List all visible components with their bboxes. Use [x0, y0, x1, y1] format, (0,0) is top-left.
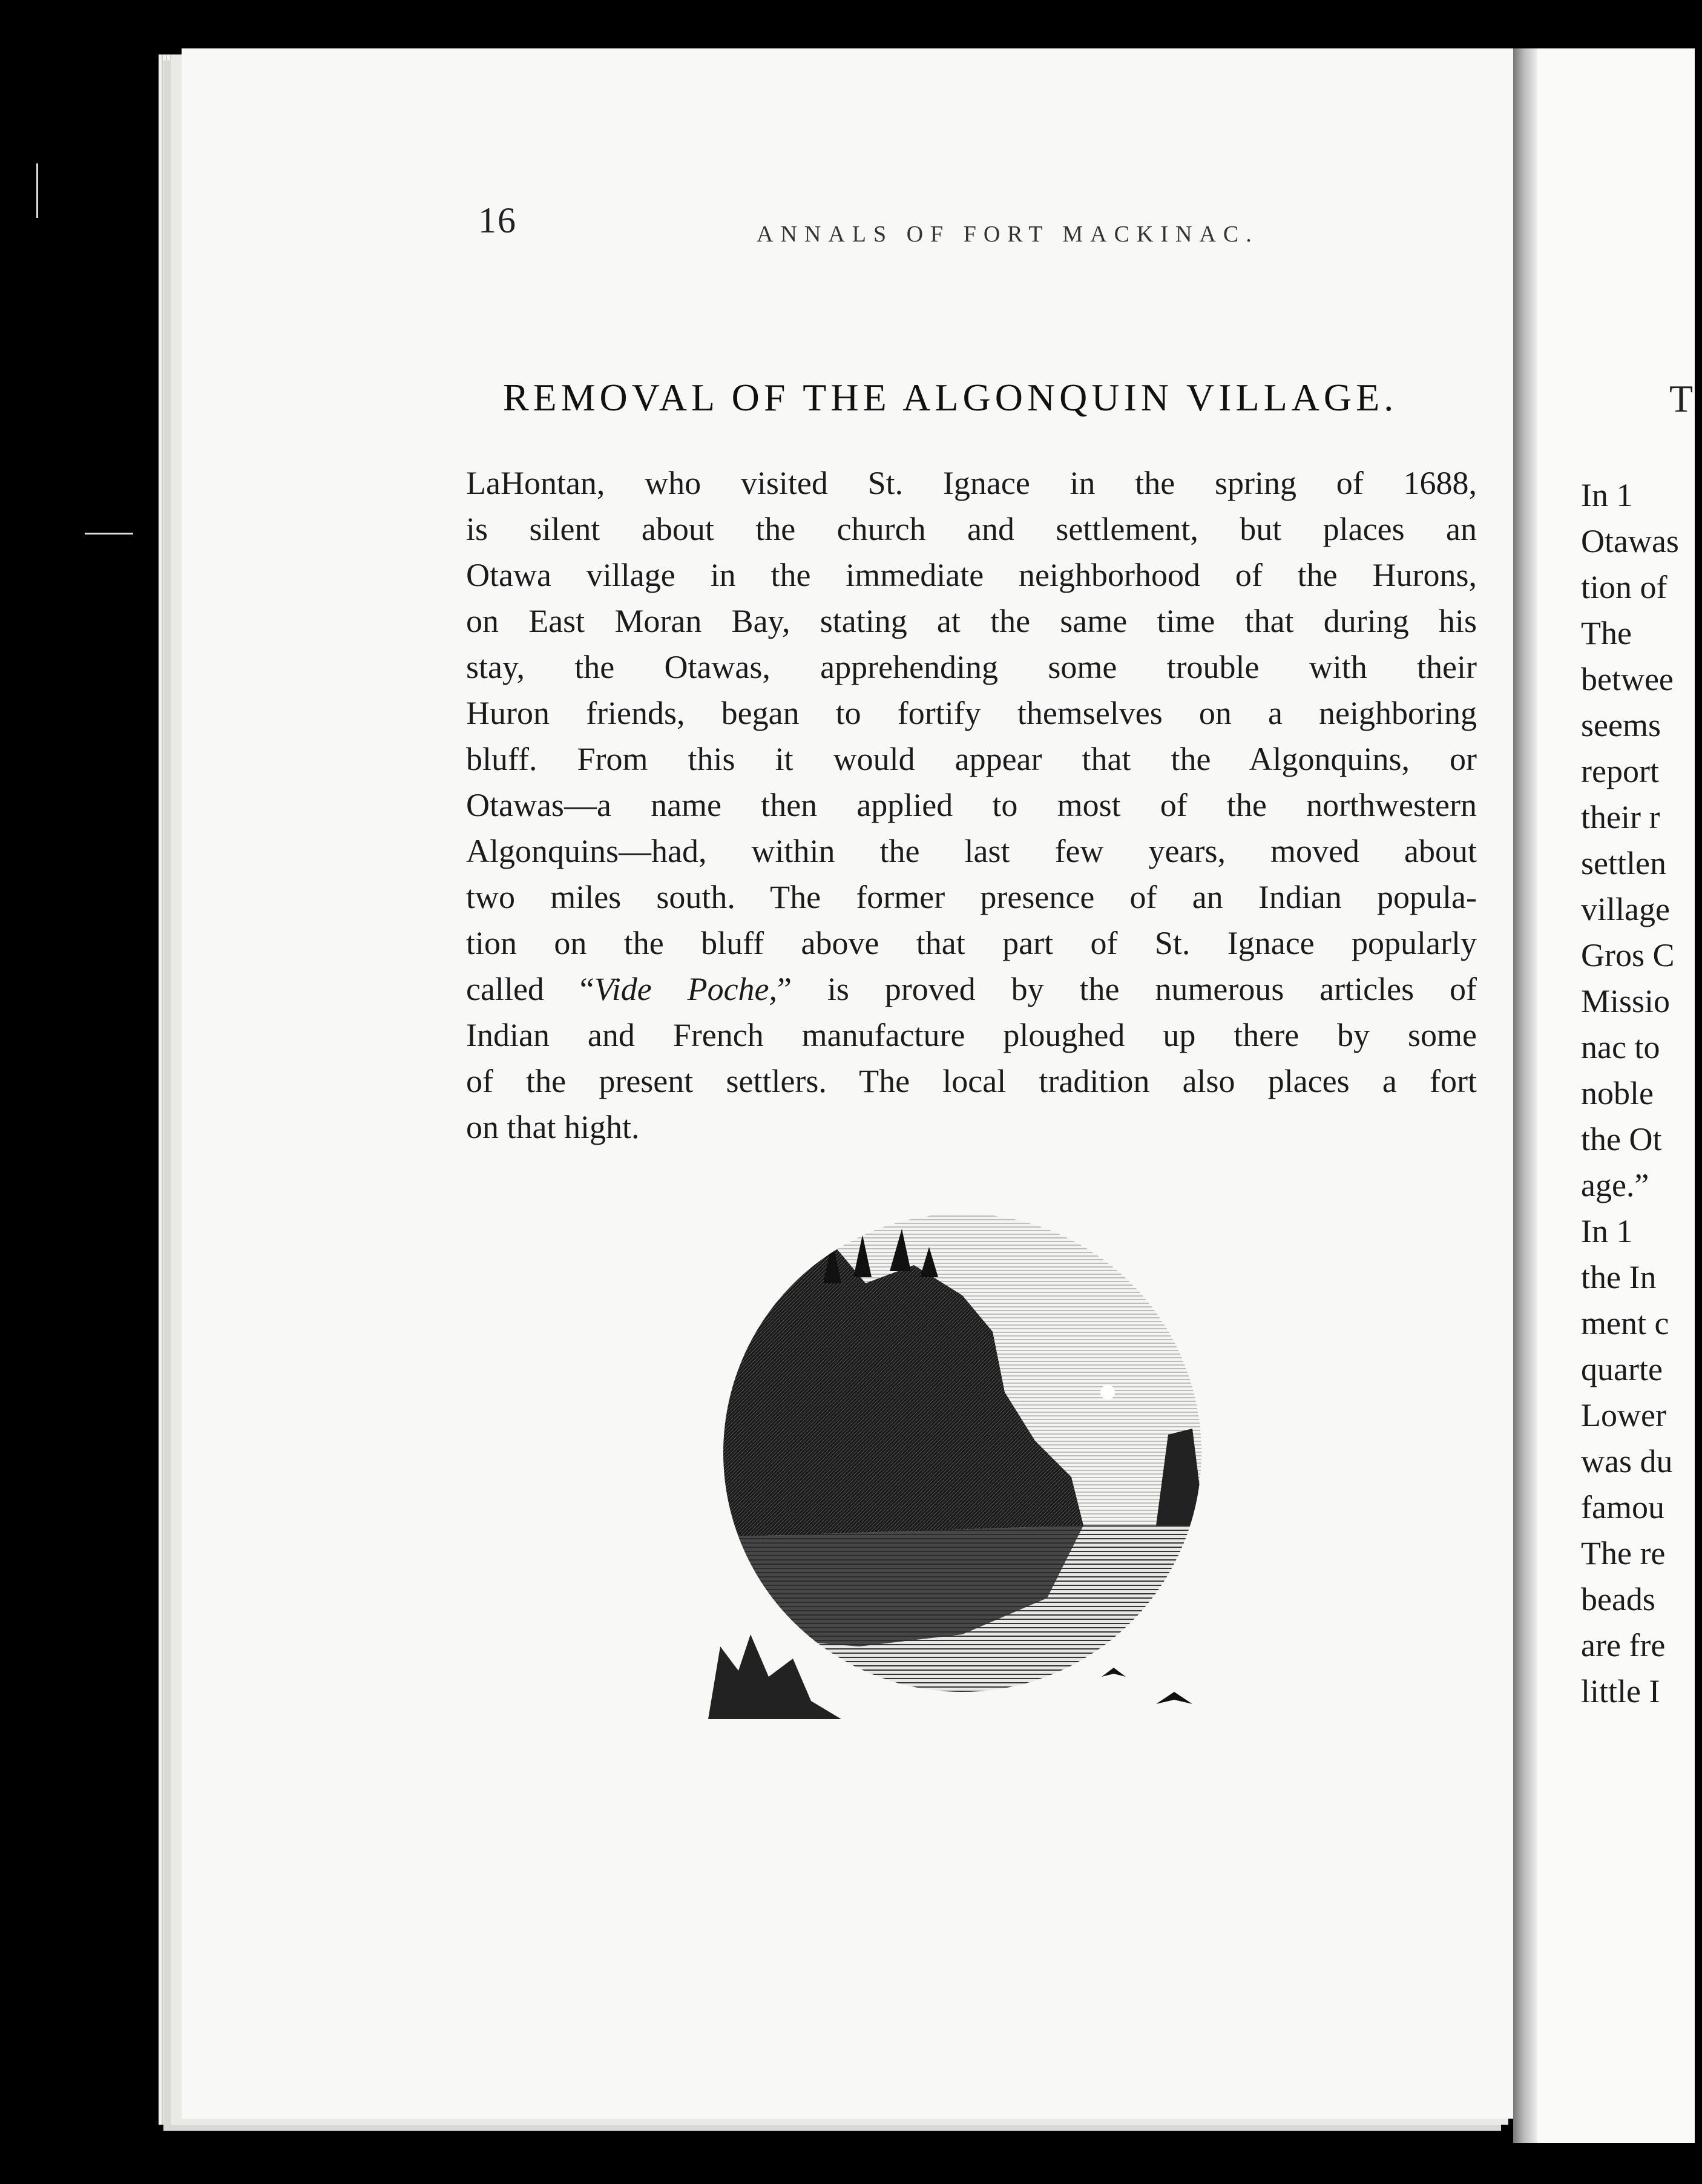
body-line: two miles south. The former presence of an Indian popula-: [466, 879, 1477, 915]
text-run: called “: [466, 971, 594, 1007]
right-line: settlen: [1581, 845, 1666, 881]
body-line: Otawas—a name then applied to most of the northwestern: [466, 787, 1477, 823]
body-line: bluff. From this it would appear that the Algonquins, or: [466, 741, 1477, 777]
right-line: beads: [1581, 1581, 1655, 1617]
right-line: their r: [1581, 799, 1660, 835]
right-line: seems: [1581, 707, 1661, 743]
right-line: Lower: [1581, 1397, 1666, 1433]
body-line: Indian and French manufacture ploughed up there by some: [466, 1017, 1477, 1053]
right-line: was du: [1581, 1443, 1673, 1479]
scan-speck: [36, 163, 38, 218]
body-line: stay, the Otawas, apprehending some trouble with their: [466, 649, 1477, 685]
text-run: ” is proved by the numerous articles of: [777, 971, 1477, 1007]
right-line: quarte: [1581, 1351, 1663, 1387]
body-line: of the present settlers. The local tradition also places a fort: [466, 1063, 1477, 1099]
body-line: tion on the bluff above that part of St. Ignace popularly: [466, 925, 1477, 961]
right-line: In 1: [1581, 1213, 1633, 1249]
right-line: famou: [1581, 1489, 1664, 1525]
body-line: Otawa village in the immediate neighborhood of the Hurons,: [466, 557, 1477, 593]
body-line: on that hight.: [466, 1109, 640, 1145]
right-line: report: [1581, 753, 1659, 789]
right-line: Missio: [1581, 983, 1671, 1019]
right-line: Otawas: [1581, 523, 1679, 559]
right-line: noble: [1581, 1075, 1654, 1111]
body-line: on East Moran Bay, stating at the same time that during his: [466, 603, 1477, 639]
book-gutter: [1513, 48, 1537, 2143]
right-line: Gros C: [1581, 937, 1675, 973]
right-line: the Ot: [1581, 1121, 1662, 1157]
bluff-engraving-illustration: [708, 1211, 1223, 1719]
scan-speck: [85, 533, 133, 534]
right-line: The re: [1581, 1535, 1666, 1571]
right-line: ment c: [1581, 1305, 1669, 1341]
body-line: Huron friends, began to fortify themselves on a neighboring: [466, 695, 1477, 731]
italic-place-name: Vide Poche,: [594, 971, 778, 1007]
right-line: age.”: [1581, 1167, 1649, 1203]
right-page-title-fragment: T: [1669, 377, 1694, 420]
right-line: tion of: [1581, 569, 1668, 605]
right-line: little I: [1581, 1673, 1660, 1709]
right-line: village: [1581, 891, 1670, 927]
right-line: the In: [1581, 1259, 1657, 1295]
running-head: ANNALS OF FORT MACKINAC.: [757, 222, 1259, 247]
body-paragraph: [466, 460, 1477, 1150]
body-line: LaHontan, who visited St. Ignace in the spring of 1688,: [466, 465, 1477, 501]
body-line: is silent about the church and settlement, but places an: [466, 511, 1477, 547]
right-line: The: [1581, 615, 1632, 651]
right-line: In 1: [1581, 477, 1633, 513]
body-line: Algonquins—had, within the last few years, moved about: [466, 833, 1477, 869]
right-page-text: [1581, 472, 1702, 1714]
section-title: REMOVAL OF THE ALGONQUIN VILLAGE.: [502, 376, 1398, 419]
book-page-edges: [159, 54, 182, 2125]
right-line: betwee: [1581, 661, 1674, 697]
body-line-vide-poche: [466, 966, 1477, 1012]
page-number: 16: [478, 200, 517, 240]
right-line: nac to: [1581, 1029, 1660, 1065]
right-line: are fre: [1581, 1627, 1666, 1663]
